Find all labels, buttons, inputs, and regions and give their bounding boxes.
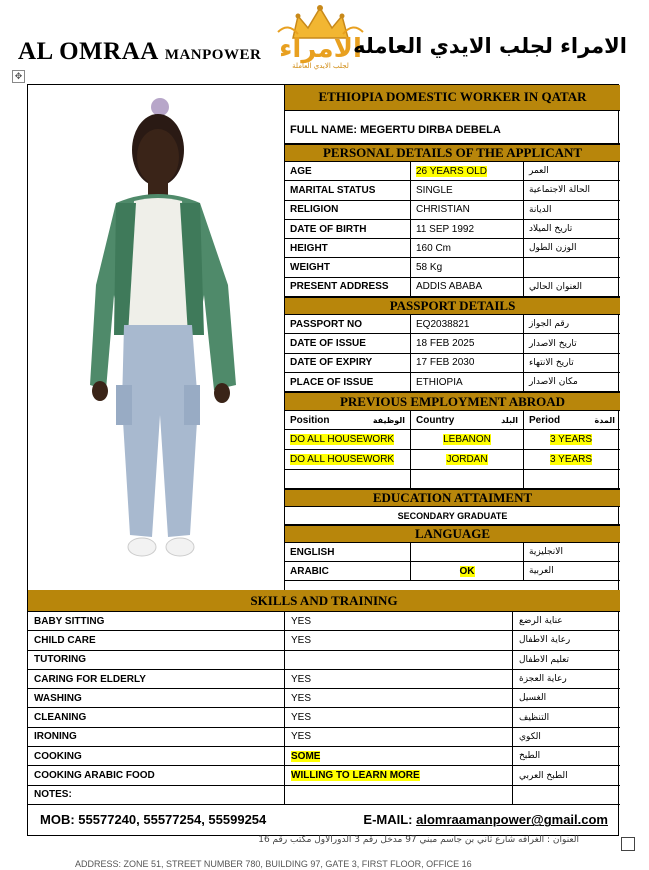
skill-row — [28, 766, 620, 785]
employment-heading: PREVIOUS EMPLOYMENT ABROAD — [285, 392, 620, 411]
skill-value: YES — [291, 692, 312, 704]
passport-row — [285, 354, 620, 373]
passport-label: PLACE OF ISSUE — [285, 373, 411, 391]
personal-label-ar: العمر — [529, 166, 549, 177]
document-header — [0, 0, 649, 78]
personal-label-ar: الوزن الطول — [529, 243, 577, 254]
full-name-value: MEGERTU DIRBA DEBELA — [360, 124, 501, 136]
skill-value: WILLING TO LEARN MORE — [291, 770, 420, 782]
personal-label-ar: الحالة الاجتماعية — [529, 185, 590, 196]
skill-value: YES — [291, 712, 312, 724]
mobile-label: MOB: — [40, 812, 75, 828]
personal-label-ar: الديانة — [529, 204, 552, 215]
language-table — [285, 543, 620, 581]
skill-row — [28, 631, 620, 650]
personal-value: 160 Cm — [416, 242, 452, 254]
language-row — [285, 543, 620, 562]
address-arabic: العنوان : الغرافه شارع ثاني بن جاسم مبني 97 مدخل رقم 3 الدورالاول مكتب رقم 16 — [258, 835, 579, 845]
employment-row — [285, 450, 620, 470]
personal-row — [285, 181, 620, 200]
employment-period: 3 YEARS — [550, 434, 593, 446]
passport-label: DATE OF ISSUE — [285, 334, 411, 352]
skill-label: BABY SITTING — [28, 612, 285, 630]
personal-value: 26 YEARS OLD — [416, 165, 487, 177]
document-title: ETHIOPIA DOMESTIC WORKER IN QATAR — [285, 85, 620, 111]
brand-name-arabic: الامراء لجلب الايدي العامله — [353, 34, 627, 58]
full-name-label: FULL NAME: — [290, 124, 358, 136]
mobile-numbers: 55577240, 55577254, 55599254 — [78, 812, 267, 828]
personal-value: 58 Kg — [416, 262, 443, 274]
language-label: ARABIC — [285, 562, 411, 580]
skill-row — [28, 612, 620, 631]
skill-label-ar: رعاية العجزة — [519, 674, 567, 685]
passport-label-ar: رقم الجواز — [529, 319, 570, 330]
col-country: Country — [416, 414, 455, 426]
personal-value: 11 SEP 1992 — [416, 223, 475, 235]
passport-details-table — [285, 315, 620, 392]
passport-row — [285, 334, 620, 353]
personal-label: WEIGHT — [285, 258, 411, 276]
personal-label: AGE — [285, 162, 411, 180]
personal-row — [285, 239, 620, 258]
passport-value: 18 FEB 2025 — [416, 338, 475, 350]
education-heading: EDUCATION ATTAIMENT — [285, 489, 620, 507]
skill-label: COOKING — [28, 747, 285, 765]
personal-label: PRESENT ADDRESS — [285, 278, 411, 296]
logo-text: الامراء — [279, 34, 362, 64]
skill-label: NOTES: — [28, 786, 285, 804]
full-name-row — [285, 111, 620, 144]
skill-value: YES — [291, 673, 312, 685]
employment-table — [285, 430, 620, 470]
applicant-photo — [28, 85, 285, 590]
education-row — [285, 507, 620, 525]
passport-row — [285, 373, 620, 392]
skill-label-ar: الطبخ العربي — [519, 770, 568, 781]
personal-value: ADDIS ABABA — [416, 281, 483, 293]
skill-value: YES — [291, 615, 312, 627]
paragraph-marker-box — [621, 837, 635, 851]
skill-row — [28, 786, 620, 805]
skill-row — [28, 689, 620, 708]
passport-label-ar: مكان الاصدار — [529, 377, 578, 388]
passport-value: ETHIOPIA — [416, 376, 463, 388]
skill-value: SOME — [291, 750, 321, 762]
passport-value: EQ2038821 — [416, 318, 470, 330]
employment-empty-row — [285, 470, 620, 489]
passport-label: PASSPORT NO — [285, 315, 411, 333]
cv-sheet — [27, 84, 619, 836]
personal-row — [285, 201, 620, 220]
col-period-ar: المدة — [594, 415, 615, 425]
employment-country: JORDAN — [446, 454, 488, 466]
personal-row — [285, 258, 620, 277]
personal-row — [285, 220, 620, 239]
col-position-ar: الوظيفة — [372, 415, 405, 425]
person-photo-illustration — [28, 85, 285, 590]
employment-header-row — [285, 411, 620, 430]
passport-label-ar: تاريخ الانتهاء — [529, 357, 574, 368]
personal-details-heading: PERSONAL DETAILS OF THE APPLICANT — [285, 144, 620, 162]
table-move-handle-icon[interactable]: ✥ — [12, 70, 25, 83]
skill-label-ar: عناية الرضع — [519, 616, 563, 627]
contact-row — [28, 805, 620, 835]
personal-label: HEIGHT — [285, 239, 411, 257]
skill-label-ar: التنظيف — [519, 712, 550, 723]
skill-label: CARING FOR ELDERLY — [28, 670, 285, 688]
employment-row — [285, 430, 620, 450]
skill-label: IRONING — [28, 728, 285, 746]
details-column — [285, 85, 620, 581]
email-link[interactable]: alomraamanpower@gmail.com — [416, 812, 608, 828]
skills-section — [28, 590, 620, 835]
email-label: E-MAIL: — [363, 812, 413, 828]
employment-position: DO ALL HOUSEWORK — [290, 454, 395, 466]
personal-label: RELIGION — [285, 201, 411, 219]
skills-table — [28, 612, 620, 805]
skill-value: YES — [291, 731, 312, 743]
language-value: OK — [459, 565, 475, 577]
skill-label: COOKING ARABIC FOOD — [28, 766, 285, 784]
skill-label: WASHING — [28, 689, 285, 707]
employment-country: LEBANON — [443, 434, 491, 446]
skill-value: YES — [291, 634, 312, 646]
employment-position: DO ALL HOUSEWORK — [290, 434, 395, 446]
passport-label: DATE OF EXPIRY — [285, 354, 411, 372]
col-country-ar: البلد — [501, 415, 518, 425]
language-row — [285, 562, 620, 581]
brand-name-small: MANPOWER — [164, 47, 262, 63]
skill-row — [28, 651, 620, 670]
skill-row — [28, 708, 620, 727]
personal-label-ar: العنوان الحالي — [529, 281, 582, 292]
language-label-ar: العربية — [529, 566, 554, 577]
personal-details-table — [285, 162, 620, 297]
col-position: Position — [290, 414, 330, 426]
skill-row — [28, 728, 620, 747]
personal-label-ar — [524, 258, 620, 276]
skill-label-ar — [513, 786, 620, 804]
skill-row — [28, 747, 620, 766]
skill-label: TUTORING — [28, 651, 285, 669]
language-label: ENGLISH — [285, 543, 411, 561]
personal-label: MARITAL STATUS — [285, 181, 411, 199]
personal-label-ar: تاريخ الميلاد — [529, 224, 573, 235]
personal-row — [285, 278, 620, 297]
col-period: Period — [529, 414, 561, 426]
personal-row — [285, 162, 620, 181]
address-english: ADDRESS: ZONE 51, STREET NUMBER 780, BUILDING 97, GATE 3, FIRST FLOOR, OFFICE 16 — [75, 859, 472, 869]
passport-value: 17 FEB 2030 — [416, 357, 475, 369]
personal-value: SINGLE — [416, 184, 453, 196]
personal-value: CHRISTIAN — [416, 204, 470, 216]
logo-subtitle: لجلب الايدي العاملة — [292, 62, 349, 70]
education-value: SECONDARY GRADUATE — [397, 510, 508, 521]
employment-period: 3 YEARS — [550, 454, 593, 466]
passport-details-heading: PASSPORT DETAILS — [285, 297, 620, 315]
skill-label-ar: الطبخ — [519, 751, 541, 762]
brand-name-main: AL OMRAA — [18, 38, 159, 65]
passport-label-ar: تاريخ الاصدار — [529, 338, 577, 349]
personal-label: DATE OF BIRTH — [285, 220, 411, 238]
language-label-ar: الانجليزية — [529, 547, 563, 558]
language-heading: LANGUAGE — [285, 525, 620, 543]
skill-label-ar: رعاية الاطفال — [519, 635, 571, 646]
skill-label-ar: تعليم الاطفال — [519, 654, 570, 665]
skill-label: CHILD CARE — [28, 631, 285, 649]
skill-label-ar: الغسيل — [519, 693, 547, 704]
passport-row — [285, 315, 620, 334]
skill-label: CLEANING — [28, 708, 285, 726]
brand-name-english — [18, 38, 261, 66]
skill-row — [28, 670, 620, 689]
skill-label-ar: الكوي — [519, 731, 541, 742]
skills-heading: SKILLS AND TRAINING — [28, 590, 620, 612]
